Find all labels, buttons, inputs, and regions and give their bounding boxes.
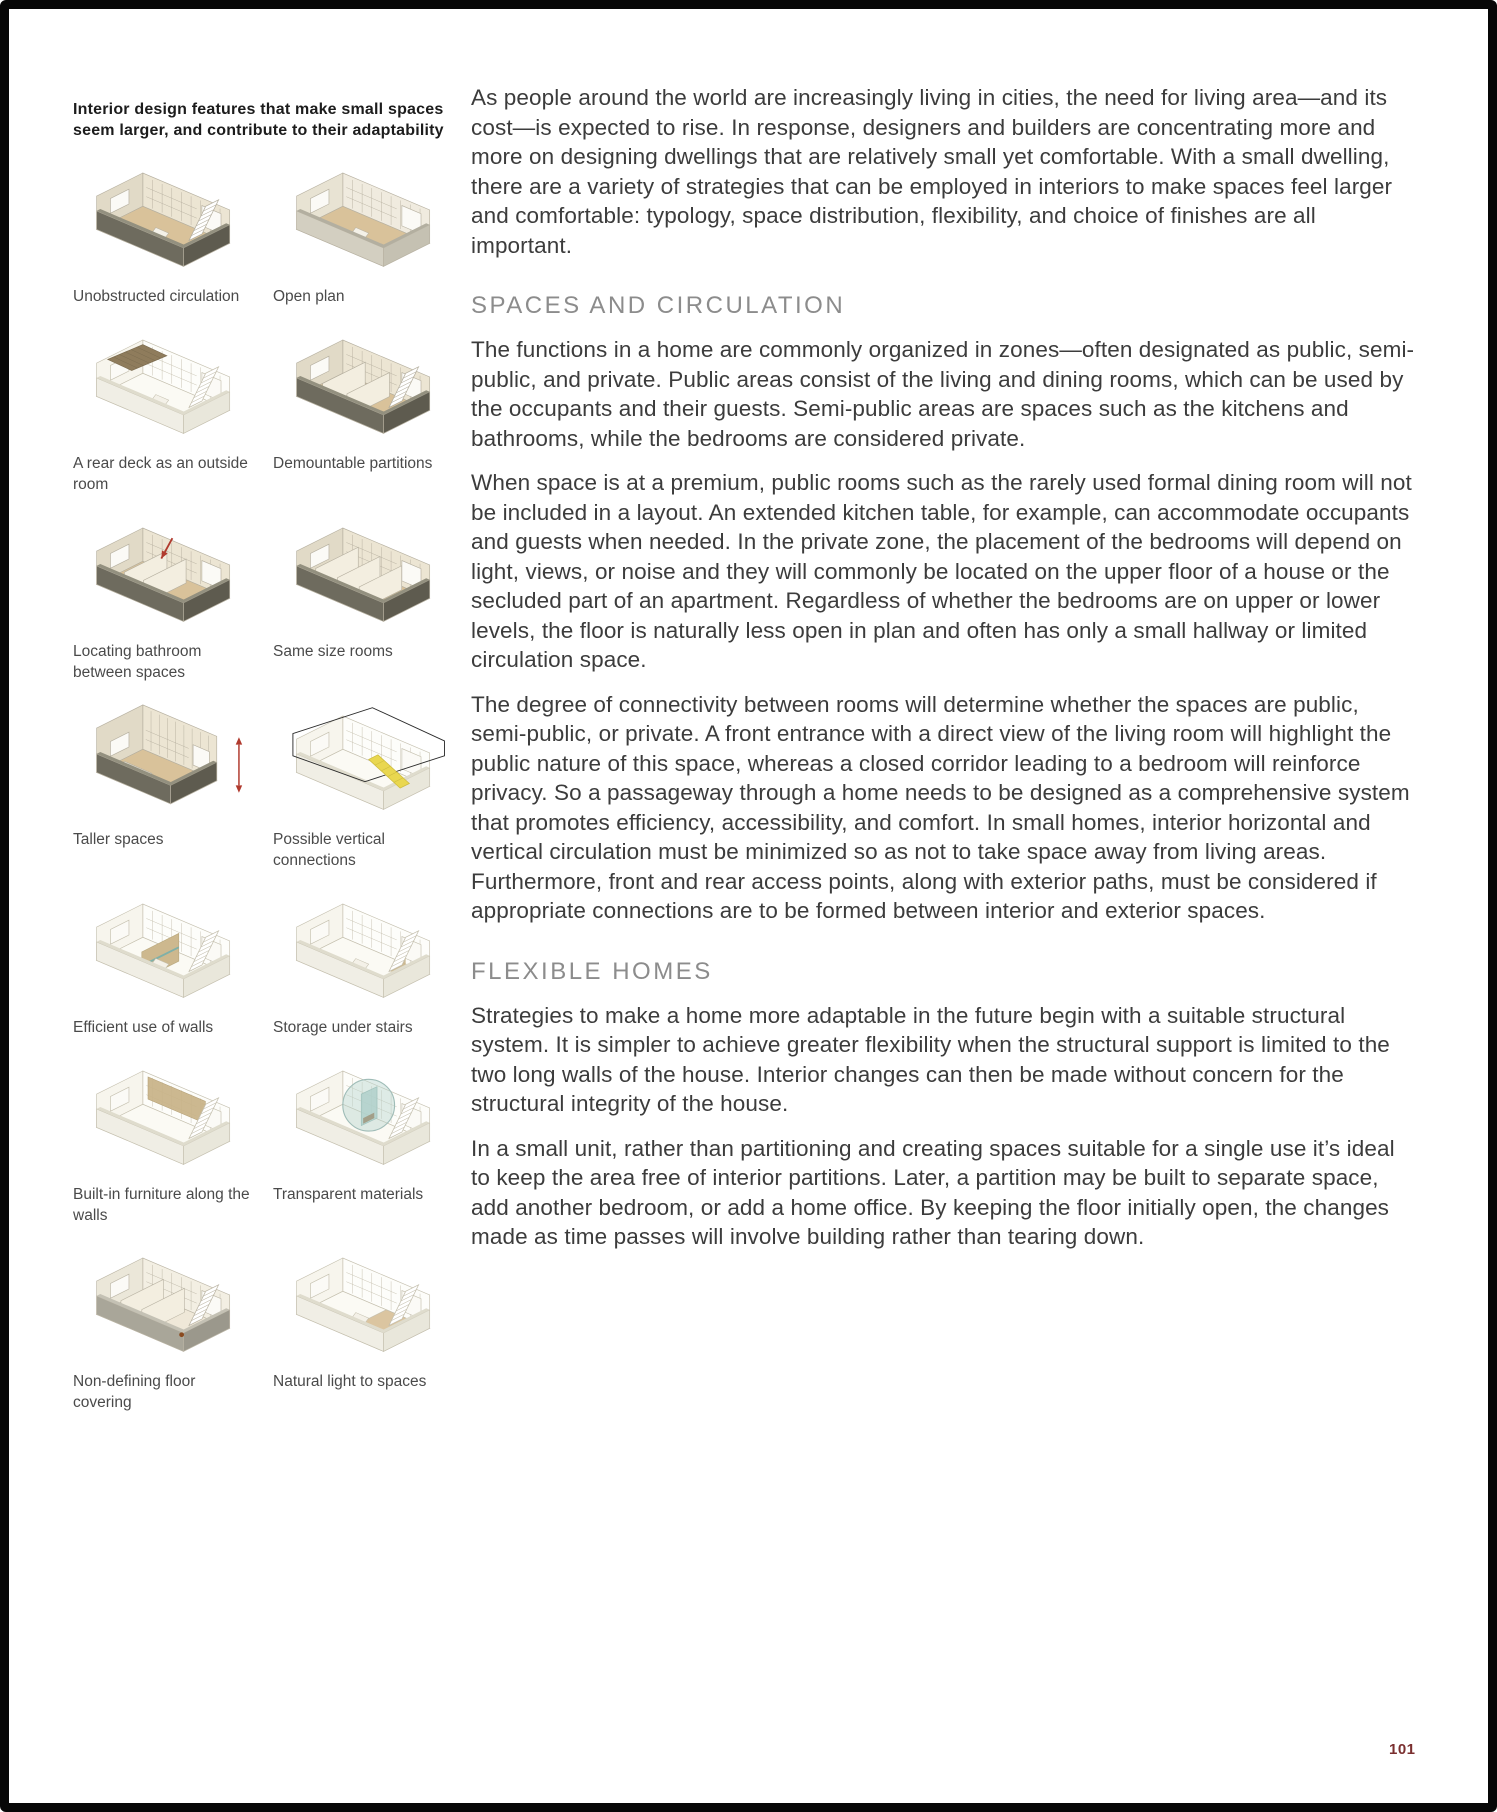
feature-caption: Built-in furniture along the walls <box>73 1185 250 1224</box>
feature-item <box>73 161 257 308</box>
room-demountable-partitions-illustration <box>273 328 457 450</box>
feature-caption: A rear deck as an outside room <box>73 455 248 494</box>
sidebar <box>73 99 457 1434</box>
feature-caption: Possible vertical connections <box>273 830 385 869</box>
room-open-plan-illustration <box>273 161 457 283</box>
feature-item <box>73 1059 257 1227</box>
body-paragraph: Strategies to make a home more adaptable in the future begin with a suitable structural system. It is simpler to achieve greater flexibility when the structural support is limited to the two long walls of the house. Interior changes can then be made without concern for the structural integrity of the house. <box>471 1002 1390 1116</box>
feature-item <box>273 516 457 684</box>
feature-item <box>273 328 457 496</box>
body-paragraph: In a small unit, rather than partitioning and creating spaces suitable for a single use it’s ideal to keep the area free of interior partitions. Later, a partition may be built to separate space, add another bedroom, or add a home office. By keeping the floor initially open, the changes made as time passes will involve building rather than tearing down. <box>471 1135 1395 1249</box>
room-rear-deck-illustration <box>73 328 257 450</box>
room-unobstructed-circulation-illustration <box>73 161 257 283</box>
body-paragraph: The functions in a home are commonly organized in zones—often designated as public, semi-public, and private. Public areas consist of the living and dining rooms, which can be used by the occupants and their guests. Semi-public areas are spaces such as the kitchens and bathrooms, while the bedrooms are considered private. <box>471 337 1415 451</box>
room-transparent-materials-illustration <box>273 1059 457 1181</box>
sections-container <box>471 292 1419 1252</box>
feature-item <box>273 1059 457 1227</box>
feature-item <box>73 328 257 496</box>
section-heading: SPACES AND CIRCULATION <box>471 292 846 319</box>
feature-caption: Unobstructed circulation <box>73 288 240 306</box>
feature-caption: Taller spaces <box>73 830 164 848</box>
room-built-in-furniture-illustration <box>73 1059 257 1181</box>
feature-caption: Natural light to spaces <box>273 1373 427 1391</box>
feature-caption: Storage under stairs <box>273 1018 413 1036</box>
feature-caption: Locating bathroom between spaces <box>73 642 202 681</box>
feature-grid <box>73 161 457 1434</box>
feature-caption: Efficient use of walls <box>73 1018 214 1036</box>
feature-item <box>273 892 457 1039</box>
feature-item <box>273 161 457 308</box>
main-text-column <box>471 83 1419 1267</box>
body-paragraph: The degree of connectivity between rooms will determine whether the spaces are public, semi-public, or private. A front entrance with a direct view of the living room will highlight the public nature of this space, whereas a closed corridor leading to a bedroom will reinforce privacy. So a passageway through a home needs to be designed as a comprehensive system that promotes efficiency, accessibility, and comfort. In small homes, interior horizontal and vertical circulation must be minimized so as not to take space away from living areas. Furthermore, front and rear access points, along with exterior paths, must be considered if appropriate connections are to be formed between interior and exterior spaces. <box>471 691 1410 923</box>
sidebar-title: Interior design features that make small spaces seem larger, and contribute to their adaptability <box>73 101 444 140</box>
feature-item <box>273 1246 457 1414</box>
room-same-size-rooms-illustration <box>273 516 457 638</box>
feature-caption: Same size rooms <box>273 642 393 660</box>
feature-caption: Non-defining floor covering <box>73 1373 196 1412</box>
feature-item <box>273 704 457 872</box>
room-vertical-connections-illustration <box>273 704 457 826</box>
feature-caption: Demountable partitions <box>273 455 433 473</box>
feature-caption: Transparent materials <box>273 1185 424 1203</box>
room-natural-light-illustration <box>273 1246 457 1368</box>
room-taller-spaces-illustration <box>73 704 257 826</box>
feature-item <box>73 516 257 684</box>
room-floor-covering-illustration <box>73 1246 257 1368</box>
page-number: 101 <box>1389 1741 1416 1758</box>
room-bathroom-between-spaces-illustration <box>73 516 257 638</box>
feature-item <box>73 1246 257 1414</box>
body-paragraph: When space is at a premium, public rooms such as the rarely used formal dining room will not be included in a layout. An extended kitchen table, for example, can accommodate occupants and guests when needed. In the private zone, the placement of the bedrooms will depend on light, views, or noise and they will commonly be located on the upper floor of a house or the secluded part of an apartment. Regardless of whether the bedrooms are on upper or lower levels, the floor is naturally less open in plan and often has only a small hallway or limited circulation space. <box>471 470 1412 672</box>
intro-paragraph: As people around the world are increasingly living in cities, the need for living area—and its cost—is expected to rise. In response, designers and builders are concentrating more and more on designing dwellings that are relatively small yet comfortable. With a small dwelling, there are a variety of strategies that can be employed in interiors to make spaces feel larger and comfortable: typology, space distribution, flexibility, and choice of finishes are all important. <box>471 85 1393 258</box>
feature-item <box>73 704 257 872</box>
feature-caption: Open plan <box>273 288 345 306</box>
section-heading: FLEXIBLE HOMES <box>471 957 713 985</box>
room-storage-under-stairs-illustration <box>273 892 457 1014</box>
room-efficient-walls-illustration <box>73 892 257 1014</box>
feature-item <box>73 892 257 1039</box>
